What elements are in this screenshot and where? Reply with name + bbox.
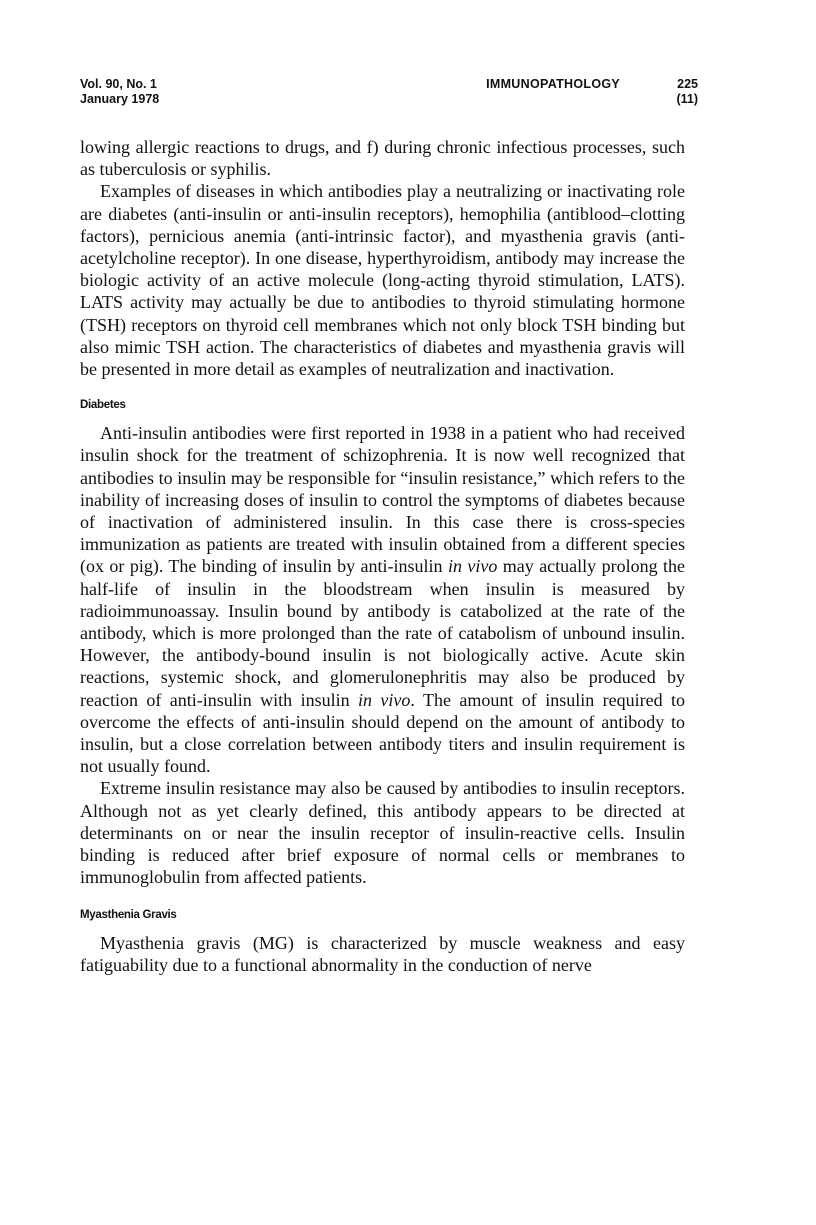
volume-number: Vol. 90, No. 1 xyxy=(80,77,157,91)
journal-section-title: IMMUNOPATHOLOGY xyxy=(486,77,620,91)
page-number: 225 xyxy=(677,77,698,91)
article-body xyxy=(80,136,685,976)
paragraph-anti-insulin xyxy=(80,422,685,777)
paragraph-neutralizing-antibodies: Examples of diseases in which antibodies play a neutralizing or inactivating role are diabetes (anti-insulin or anti-insulin receptors), hemophilia (antiblood–clotting factors), pernicious anemia (anti-intrinsic factor), and myasthenia gravis (anti-acetylcholine receptor). In one disease, hyperthyroidism, antibody may increase the biologic activity of an active molecule (long-acting thyroid stimulation, LATS). LATS activity may actually be due to antibodies to thyroid stimulating hormone (TSH) receptors on thyroid cell membranes which not only block TSH binding but also mimic TSH action. The characteristics of diabetes and myasthenia gravis will be presented in more detail as examples of neutralization and inactivation. xyxy=(80,181,685,380)
section-heading-diabetes: Diabetes xyxy=(80,399,126,412)
text-run: may actually prolong the half-life of insulin in the bloodstream when insulin is measured by radioimmunoassay. Insulin bound by antibody is catabolized at the rate of the antibody, which is more prolonged than the rate of catabolism of unbound insulin. However, the antibody-bound insulin is not biologically active. Acute skin reactions, systemic shock, and glomerulonephritis may also be produced by reaction of anti-insulin with insulin xyxy=(80,556,685,710)
section-heading-myasthenia-gravis: Myasthenia Gravis xyxy=(80,908,177,921)
page-sub-number: (11) xyxy=(676,92,698,106)
issue-date: January 1978 xyxy=(80,92,160,106)
paragraph-insulin-receptors: Extreme insulin resistance may also be caused by antibodies to insulin receptors. Although not as yet clearly defined, this antibody appears to be directed at determinants on or near the insulin receptor of insulin-reactive cells. Insulin binding is reduced after brief exposure of normal cells or membranes to immunoglobulin from affected patients. xyxy=(80,778,685,888)
italic-term: in vivo xyxy=(447,556,498,577)
paragraph-continued: lowing allergic reactions to drugs, and f) during chronic infectious processes, such as tuberculosis or syphilis. xyxy=(80,137,685,180)
issue-info xyxy=(80,77,159,107)
text-run: Anti-insulin antibodies were first reported in 1938 in a patient who had received insulin shock for the treatment of schizophrenia. It is now well recognized that antibodies to insulin may be responsible for “insulin resistance,” which refers to the inability of increasing doses of insulin to control the symptoms of diabetes because of inactivation of administered insulin. In this case there is cross-species immunization as patients are treated with insulin obtained from a different species (ox or pig). The binding of insulin by anti-insulin xyxy=(80,423,685,577)
italic-term: in vivo xyxy=(358,689,411,710)
paragraph-myasthenia-gravis: Myasthenia gravis (MG) is characterized by muscle weakness and easy fatiguability due to a functional abnormality in the conduction of nerve xyxy=(80,932,685,975)
text-run: . The amount of insulin required to overcome the effects of anti-insulin should depend on the amount of antibody to insulin, but a close correlation between antibody titers and insulin requirement is not usually found. xyxy=(80,689,685,777)
page-numbers xyxy=(676,77,698,107)
